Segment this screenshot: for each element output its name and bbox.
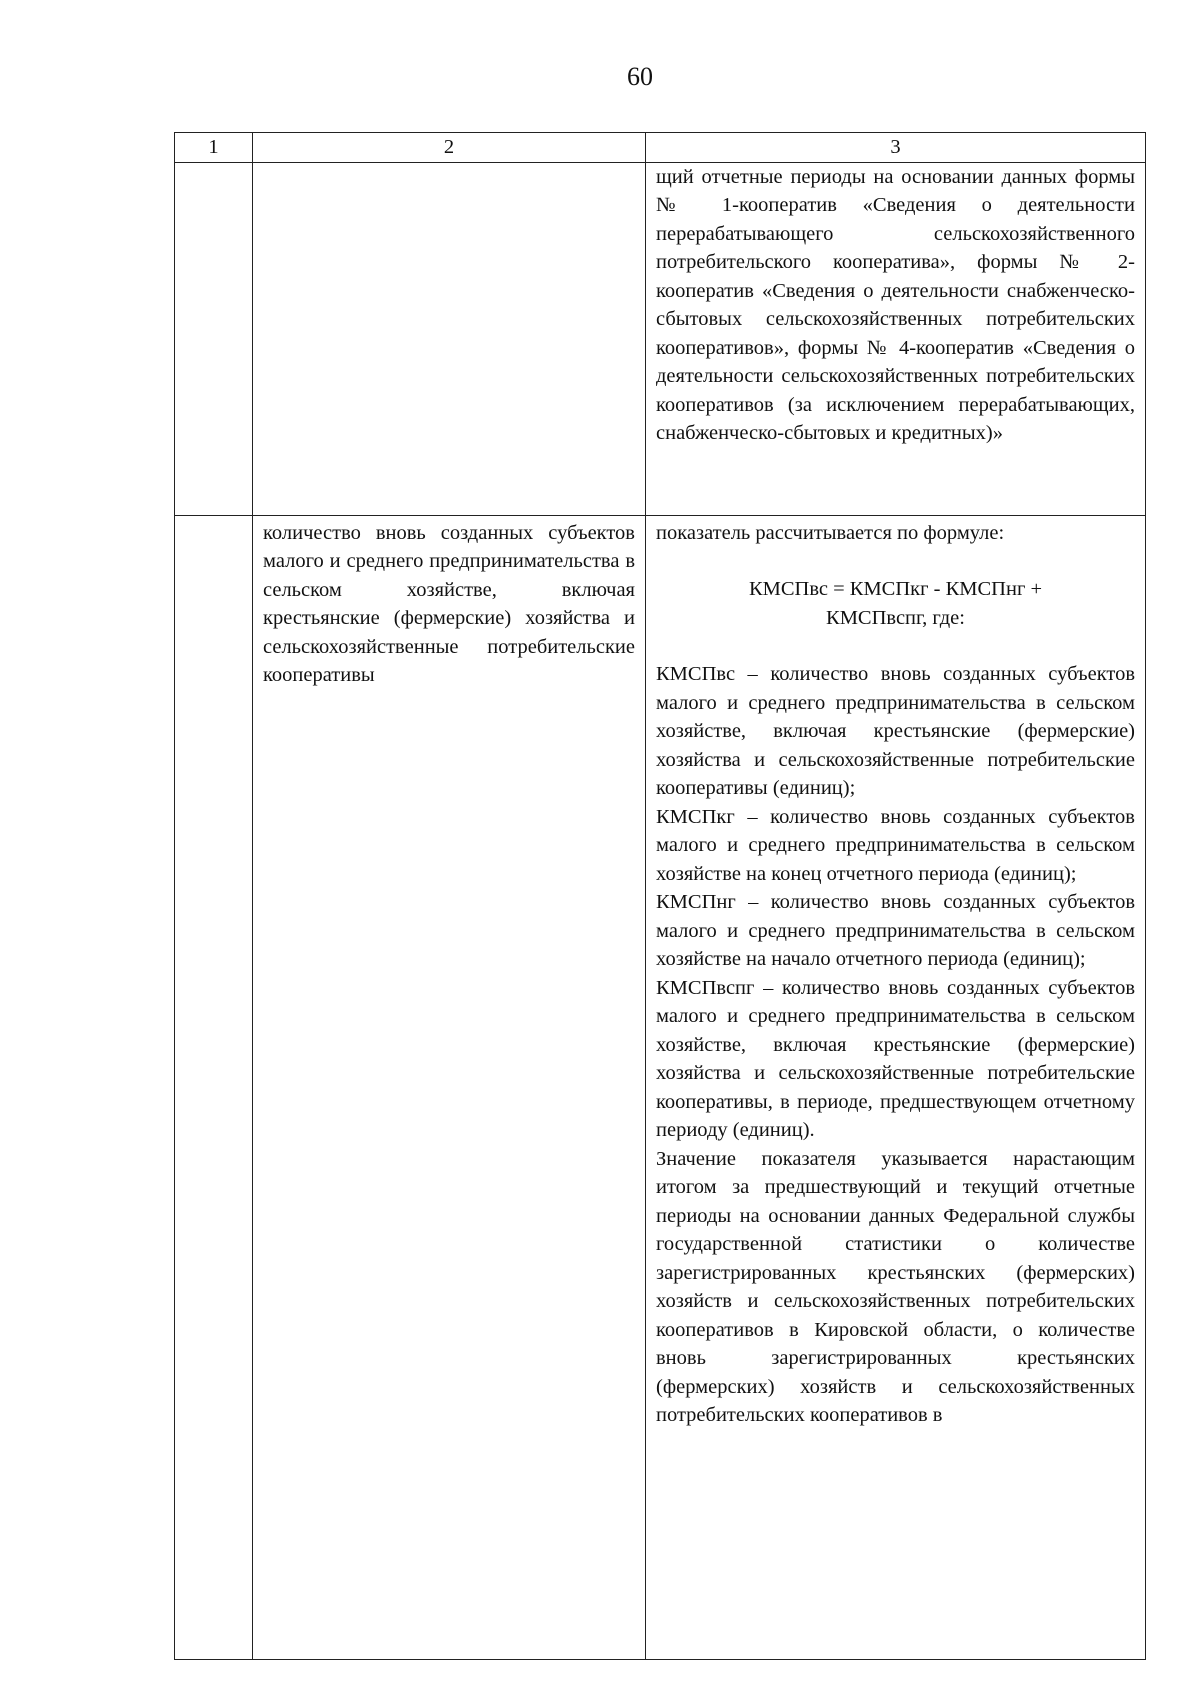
indicator-name: количество вновь созданных субъектов малого и среднего предпринимательства в сельском хозяйстве, включая крестьянские (фермерские) хозяйства и сельскохозяйственные потребительские кооперативы [253,515,646,1659]
column-header-2: 2 [253,133,646,163]
definition-kmspkg: КМСПкг – количество вновь созданных субъектов малого и среднего предпринимательства в сельском хозяйстве на конец отчетного периода (единиц); [656,805,1135,885]
cell-col1 [175,162,253,515]
cell-col3-continuation: щий отчетные периоды на основании данных формы № 1-кооператив «Сведения о деятельности перерабатывающего сельскохозяйственного потребительского кооператива», формы № 2-кооператив «Сведения о деятельности снабженческо-сбытовых сельскохозяйственных потребительских кооперативов», формы № 4-кооператив «Сведения о деятельности сельскохозяйственных потребительских кооперативов (за исключением перерабатывающих, снабженческо-сбытовых и кредитных)» [646,162,1146,515]
calculation-method [646,515,1146,1659]
definition-kmspvspg: КМСПвспг – количество вновь созданных субъектов малого и среднего предпринимательства в сельском хозяйстве, включая крестьянские (фермерские) хозяйства и сельскохозяйственные потребительские кооперативы, в периоде, предшествующем отчетному периоду (единиц). [656,976,1135,1141]
table-row [175,162,1146,515]
table-row [175,515,1146,1659]
table-header-row [175,133,1146,163]
formula-line-2: КМСПвспг, где: [826,606,965,629]
data-source-note: Значение показателя указывается нарастающим итогом за предшествующий и текущий отчетные периоды на основании данных Федеральной службы государственной статистики о количестве зарегистрированных крестьянских (фермерских) хозяйств и сельскохозяйственных потребительских кооперативов в Кировской области, о количестве вновь зарегистрированных крестьянских (фермерских) хозяйств и сельскохозяйственных потребительских кооперативов в [656,1147,1135,1426]
page-number: 60 [627,62,653,91]
formula-intro: показатель рассчитывается по формуле: [656,521,1005,544]
cell-col2 [253,162,646,515]
indicator-table [174,132,1146,1660]
cell-col1 [175,515,253,1659]
column-header-3: 3 [646,133,1146,163]
column-header-1: 1 [175,133,253,163]
formula-line-1: КМСПвс = КМСПкг - КМСПнг + [748,578,1043,600]
definition-kmspvs: КМСПвс – количество вновь созданных субъектов малого и среднего предпринимательства в сельском хозяйстве, включая крестьянские (фермерские) хозяйства и сельскохозяйственные потребительские кооперативы (единиц); [656,663,1135,799]
definition-kmspng: КМСПнг – количество вновь созданных субъектов малого и среднего предпринимательства в сельском хозяйстве на начало отчетного периода (единиц); [656,891,1135,970]
